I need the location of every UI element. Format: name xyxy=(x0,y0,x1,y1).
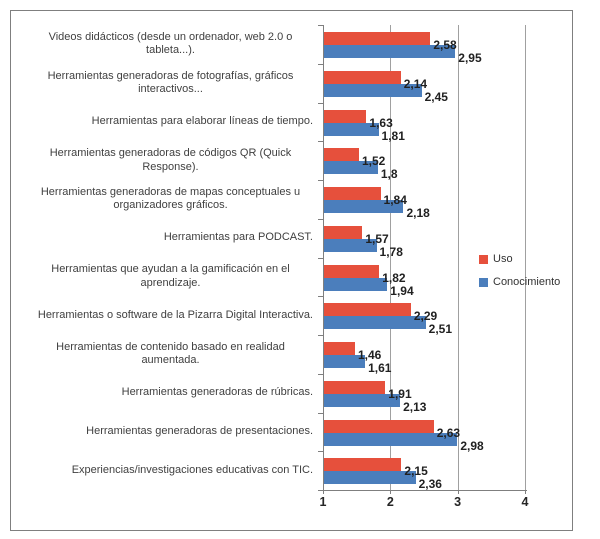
category-axis-tick xyxy=(318,103,323,104)
value-axis-tick xyxy=(323,490,324,494)
category-axis-tick xyxy=(318,219,323,220)
category-label-cell xyxy=(10,25,313,64)
bar-uso xyxy=(324,381,385,394)
data-label-uso: 1,46 xyxy=(357,348,382,362)
data-label-uso: 1,82 xyxy=(382,270,406,285)
category-label: Herramientas generadoras de códigos QR (Quick Response). xyxy=(49,147,292,173)
category-label-cell xyxy=(10,374,313,413)
category-axis-tick xyxy=(318,25,323,26)
data-label-uso: 2,14 xyxy=(403,76,428,91)
x-axis-tick-label: 2 xyxy=(386,495,394,509)
legend-label: Conocimiento xyxy=(493,276,561,288)
category-label: Herramientas o software de la Pizarra Digital Interactiva. xyxy=(37,308,313,321)
category-label: Herramientas generadoras de fotografías, gráficos interactivos... xyxy=(47,69,294,96)
category-label: Herramientas para PODCAST. xyxy=(163,231,313,244)
bar-uso xyxy=(324,265,379,278)
data-label-conocimiento: 2,36 xyxy=(418,477,442,492)
category-label-cell xyxy=(10,141,313,180)
category-axis-tick xyxy=(318,296,323,297)
category-label: Herramientas de contenido basado en realidad aumentada. xyxy=(56,340,285,367)
category-axis-tick xyxy=(318,258,323,259)
category-label-cell xyxy=(10,296,313,335)
legend-item-conocimiento xyxy=(479,275,560,289)
data-label-conocimiento: 1,8 xyxy=(380,167,398,182)
bar-uso xyxy=(324,420,434,433)
category-label-cell xyxy=(10,335,313,374)
data-label-uso: 2,58 xyxy=(433,38,457,52)
category-axis-tick xyxy=(318,141,323,142)
data-label-conocimiento: 2,45 xyxy=(424,89,448,104)
bar-conocimiento xyxy=(324,316,426,329)
x-axis-tick-label: 3 xyxy=(454,495,462,509)
bar-uso xyxy=(324,110,366,123)
value-axis-tick xyxy=(458,490,459,494)
category-label: Herramientas generadoras de presentaciones. xyxy=(86,425,313,438)
category-label: Herramientas que ayudan a la gamificación en el aprendizaje. xyxy=(51,263,290,289)
category-label: Herramientas generadoras de mapas conceptuales u organizadores gráficos. xyxy=(40,185,301,212)
value-axis-tick xyxy=(390,490,391,494)
category-axis-tick xyxy=(318,490,323,491)
data-label-conocimiento: 2,13 xyxy=(403,399,427,414)
category-label-cell xyxy=(10,180,313,219)
x-axis-tick-label: 1 xyxy=(319,495,327,509)
category-axis-tick xyxy=(318,451,323,452)
gridline xyxy=(458,25,459,490)
category-axis-tick xyxy=(318,374,323,375)
category-label-cell xyxy=(10,258,313,297)
legend xyxy=(479,252,560,298)
bar-uso xyxy=(324,303,411,316)
legend-swatch-icon xyxy=(479,278,488,287)
bar-conocimiento xyxy=(324,471,416,484)
data-label-uso: 1,52 xyxy=(362,154,386,169)
data-label-uso: 1,63 xyxy=(369,115,393,130)
category-label: Herramientas para elaborar líneas de tiempo. xyxy=(91,115,313,128)
bar-uso xyxy=(324,226,362,239)
bar-uso xyxy=(324,32,430,45)
category-label-cell xyxy=(10,413,313,452)
category-label-cell xyxy=(10,103,313,142)
legend-swatch-icon xyxy=(479,255,488,264)
bar-uso xyxy=(324,187,381,200)
data-label-conocimiento: 2,51 xyxy=(428,322,453,337)
data-label-uso: 1,84 xyxy=(383,193,407,207)
data-label-uso: 2,29 xyxy=(413,309,438,324)
data-label-conocimiento: 2,95 xyxy=(458,51,482,65)
bar-uso xyxy=(324,71,401,84)
category-label: Videos didácticos (desde un ordenador, web 2.0 o tableta...). xyxy=(48,30,293,57)
value-axis-tick xyxy=(525,490,526,494)
category-axis-tick xyxy=(318,64,323,65)
category-label-cell xyxy=(10,451,313,490)
category-axis-tick xyxy=(318,413,323,414)
data-label-uso: 2,15 xyxy=(404,464,428,479)
category-axis-tick xyxy=(318,180,323,181)
category-label: Herramientas generadoras de rúbricas. xyxy=(121,386,313,399)
bar-uso xyxy=(324,148,359,161)
x-axis-tick-label: 4 xyxy=(521,495,529,509)
data-label-uso: 1,91 xyxy=(388,386,412,401)
data-label-conocimiento: 1,78 xyxy=(379,244,403,259)
data-label-uso: 1,57 xyxy=(365,231,389,246)
category-label: Experiencias/investigaciones educativas con TIC. xyxy=(71,463,313,476)
legend-item-uso xyxy=(479,252,560,266)
data-label-conocimiento: 2,18 xyxy=(406,206,430,220)
data-label-conocimiento: 1,61 xyxy=(368,361,392,375)
bar-conocimiento xyxy=(324,278,387,291)
data-label-conocimiento: 1,94 xyxy=(390,283,414,298)
legend-label: Uso xyxy=(493,253,513,265)
category-axis-tick xyxy=(318,335,323,336)
data-label-conocimiento: 2,98 xyxy=(460,438,484,453)
data-label-uso: 2,63 xyxy=(436,425,461,440)
category-label-cell xyxy=(10,64,313,103)
bar-uso xyxy=(324,342,355,355)
bar-uso xyxy=(324,458,401,471)
data-label-conocimiento: 1,81 xyxy=(381,128,405,143)
category-label-cell xyxy=(10,219,313,258)
